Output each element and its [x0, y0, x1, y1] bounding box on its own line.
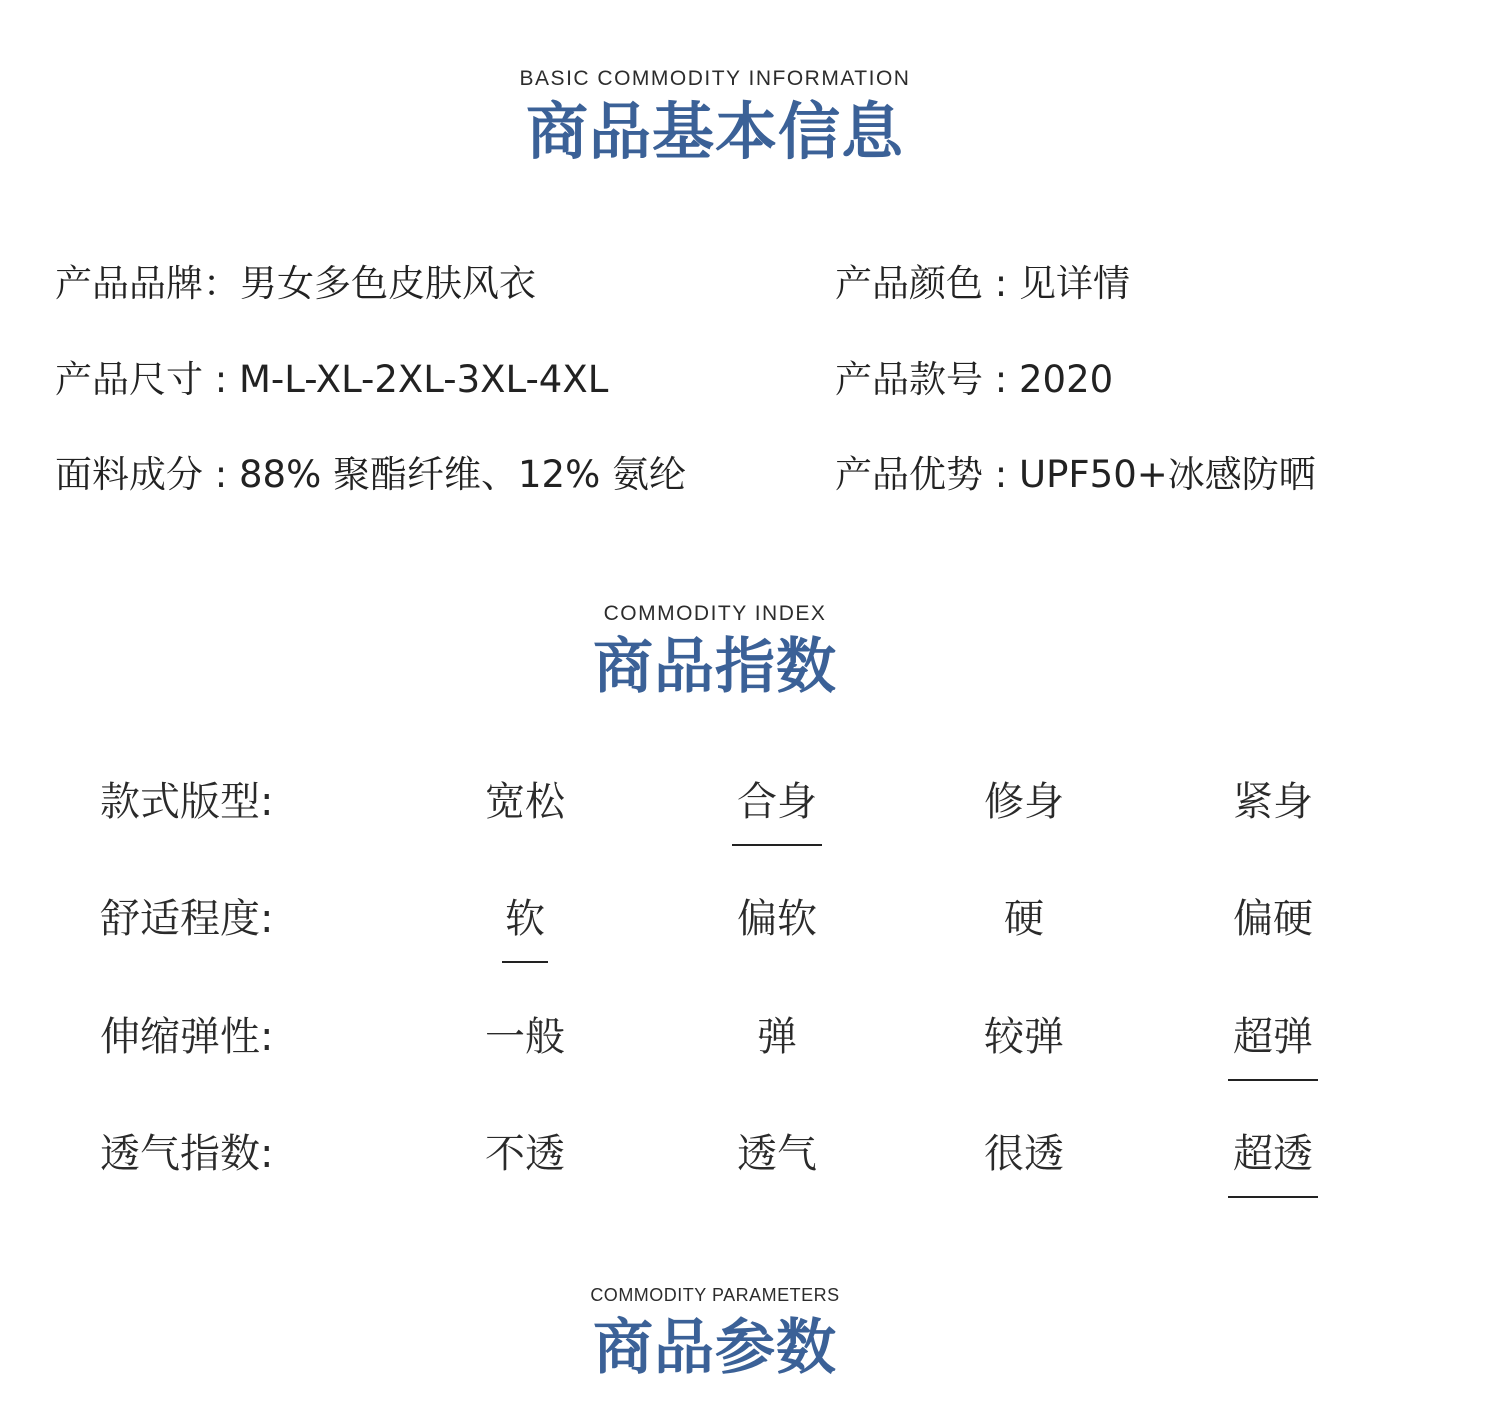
- index-row-label: 透气指数:: [100, 1131, 274, 1177]
- selected-option-underline: [1228, 1079, 1318, 1081]
- index-option: 超弹: [1233, 1014, 1313, 1060]
- index-option: 较弹: [984, 1014, 1064, 1060]
- parameters-title: 商品参数: [593, 1313, 837, 1383]
- parameters-header: [0, 1282, 1430, 1384]
- index-option: 一般: [485, 1014, 565, 1060]
- index-row-label: 舒适程度:: [100, 896, 274, 942]
- basic-info-header: [0, 66, 1430, 168]
- index-option: 很透: [984, 1131, 1064, 1177]
- info-color: 产品颜色 : 见详情: [835, 262, 1130, 305]
- index-option: 宽松: [485, 779, 565, 825]
- index-eyebrow: COMMODITY INDEX: [603, 602, 827, 625]
- index-option: 弹: [757, 1014, 797, 1060]
- index-option: 修身: [984, 779, 1064, 825]
- info-model-number: 产品款号 : 2020: [835, 358, 1114, 401]
- index-title: 商品指数: [593, 632, 837, 702]
- selected-option-underline: [1228, 1196, 1318, 1198]
- index-option: 透气: [737, 1131, 817, 1177]
- info-brand: 产品品牌：男女多色皮肤风衣: [55, 262, 536, 305]
- info-size: 产品尺寸 : M-L-XL-2XL-3XL-4XL: [55, 358, 609, 401]
- selected-option-underline: [502, 961, 548, 963]
- index-option: 紧身: [1233, 779, 1313, 825]
- index-option: 不透: [485, 1131, 565, 1177]
- index-option: 偏软: [737, 896, 817, 942]
- selected-option-underline: [732, 844, 822, 846]
- index-header: [0, 601, 1430, 703]
- basic-info-eyebrow: BASIC COMMODITY INFORMATION: [519, 67, 911, 90]
- info-fabric: 面料成分 : 88% 聚酯纤维、12% 氨纶: [55, 453, 686, 496]
- basic-info-title: 商品基本信息: [525, 95, 904, 168]
- index-option: 硬: [1004, 896, 1044, 942]
- index-row-label: 款式版型:: [100, 779, 274, 825]
- index-option: 偏硬: [1233, 896, 1313, 942]
- index-row-label: 伸缩弹性:: [100, 1014, 274, 1060]
- index-option: 软: [505, 896, 545, 942]
- info-advantage: 产品优势 : UPF50+冰感防晒: [835, 453, 1316, 496]
- index-option: 合身: [737, 779, 817, 825]
- index-option: 超透: [1233, 1131, 1313, 1177]
- parameters-eyebrow: COMMODITY PARAMETERS: [590, 1285, 840, 1305]
